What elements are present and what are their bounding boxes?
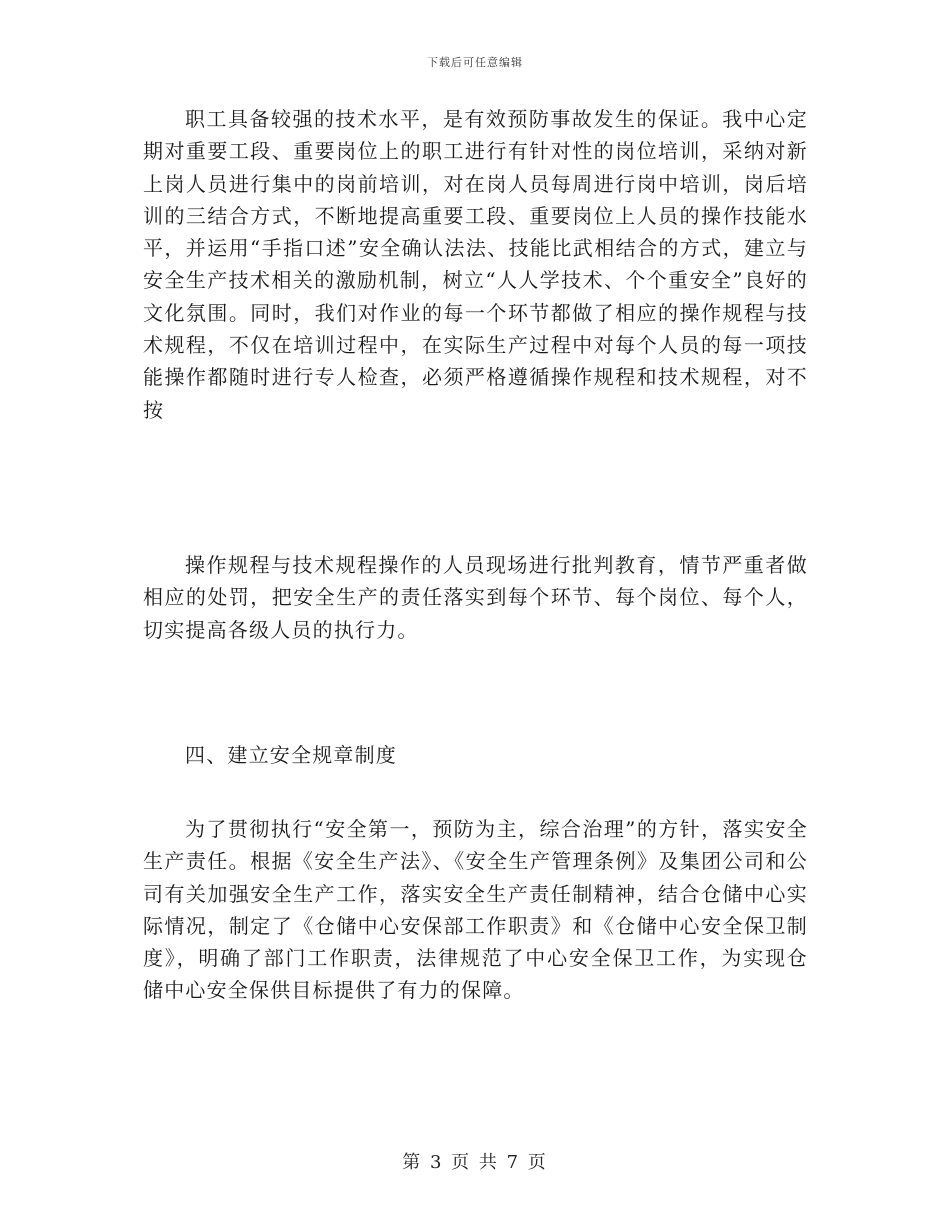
paragraph-training: 职工具备较强的技术水平，是有效预防事故发生的保证。我中心定期对重要工段、重要岗位上的职工进行有针对性的岗位培训，采纳对新上岗人员进行集中的岗前培训，对在岗人员每周进行岗中培训，岗后培训的三结合方式，不断地提高重要工段、重要岗位上人员的操作技能水平，并运用“手指口述”安全确认法法、技能比武相结合的方式，建立与安全生产技术相关的激励机制，树立“人人学技术、个个重安全”良好的文化氛围。同时，我们对作业的每一个环节都做了相应的操作规程与技术规程，不仅在培训过程中，在实际生产过程中对每个人员的每一项技能操作都随时进行专人检查，必须严格遵循操作规程和技术规程，对不按 bbox=[143, 107, 808, 422]
section-heading-4: 四、建立安全规章制度 bbox=[185, 743, 397, 767]
page-number: 第 3 页 共 7 页 bbox=[402, 1152, 548, 1173]
page-header-note: 下载后可任意编辑 bbox=[427, 56, 523, 69]
paragraph-enforcement: 操作规程与技术规程操作的人员现场进行批判教育，情节严重者做相应的处罚，把安全生产的责任落实到每个环节、每个岗位、每个人，切实提高各级人员的执行力。 bbox=[143, 553, 808, 642]
paragraph-regulations: 为了贯彻执行“安全第一，预防为主，综合治理”的方针，落实安全生产责任。根据《安全生产法》、《安全生产管理条例》及集团公司和公司有关加强安全生产工作，落实安全生产责任制精神，结合仓储中心实际情况，制定了《仓储中心安保部工作职责》和《仓储中心安全保卫制度》，明确了部门工作职责，法律规范了中心安全保卫工作，为实现仓储中心安全保供目标提供了有力的保障。 bbox=[143, 817, 808, 1003]
